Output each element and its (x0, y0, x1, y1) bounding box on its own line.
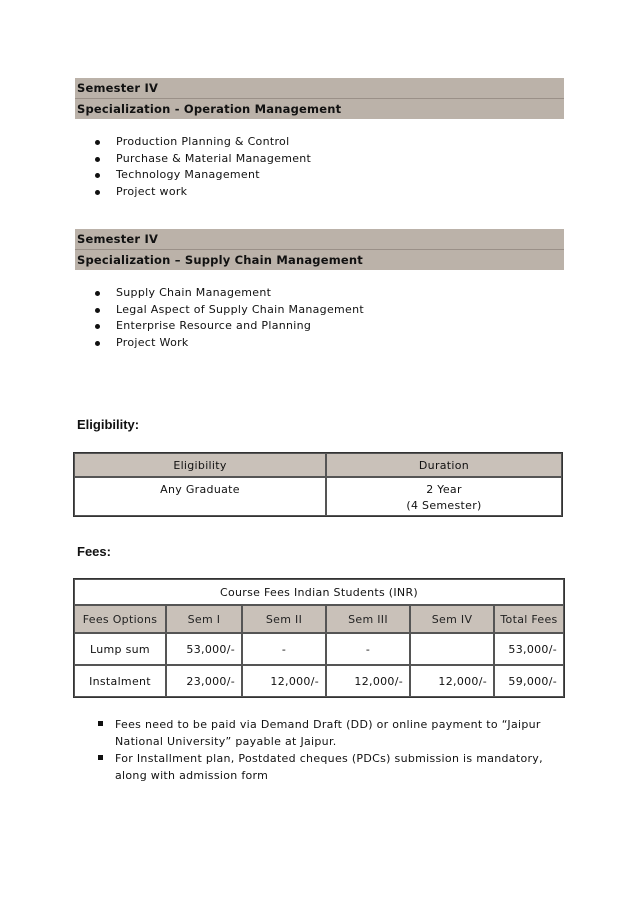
fees-caption: Course Fees Indian Students (INR) (74, 579, 564, 605)
semester-label: Semester IV (75, 78, 564, 99)
list-item: Project Work (95, 335, 364, 352)
table-cell: 12,000/- (242, 665, 326, 697)
specialization-label: Specialization – Supply Chain Management (77, 253, 363, 267)
bullet-icon (95, 140, 100, 145)
header-cell: Total Fees (494, 605, 564, 633)
list-item: Project work (95, 184, 311, 201)
list-item: Enterprise Resource and Planning (95, 318, 364, 335)
eligibility-heading: Eligibility: (77, 417, 140, 432)
eligibility-value: Any Graduate (74, 477, 326, 516)
list-item: Supply Chain Management (95, 285, 364, 302)
operation-subjects-list (95, 134, 311, 200)
header-cell: Sem II (242, 605, 326, 633)
square-bullet-icon (98, 721, 103, 726)
table-caption-row (74, 579, 564, 605)
table-cell (410, 633, 494, 665)
semester-scm-header (75, 229, 564, 270)
list-item: Legal Aspect of Supply Chain Management (95, 302, 364, 319)
header-cell: Sem IV (410, 605, 494, 633)
list-item: For Installment plan, Postdated cheques (PDCs) submission is mandatory, along with admission form (98, 750, 558, 784)
scm-subjects-list (95, 285, 364, 351)
table-cell: Lump sum (74, 633, 166, 665)
table-header-row (74, 605, 564, 633)
bullet-icon (95, 308, 100, 313)
fees-table (73, 578, 565, 698)
header-eligibility: Eligibility (74, 453, 326, 477)
specialization-label: Specialization - Operation Management (77, 102, 342, 116)
table-cell: 23,000/- (166, 665, 242, 697)
header-cell: Sem III (326, 605, 410, 633)
bullet-icon (95, 173, 100, 178)
table-cell: 59,000/- (494, 665, 564, 697)
table-row (74, 633, 564, 665)
table-cell: - (326, 633, 410, 665)
table-cell: 12,000/- (410, 665, 494, 697)
list-item: Production Planning & Control (95, 134, 311, 151)
duration-value: 2 Year (4 Semester) (326, 477, 562, 516)
list-item: Technology Management (95, 167, 311, 184)
bullet-icon (95, 291, 100, 296)
list-item: Fees need to be paid via Demand Draft (DD) or online payment to “Jaipur National University” payable at Jaipur. (98, 716, 558, 750)
bullet-icon (95, 190, 100, 195)
fees-heading: Fees: (77, 544, 111, 559)
fee-notes-list (98, 716, 558, 784)
bullet-icon (95, 341, 100, 346)
semester-label: Semester IV (75, 229, 564, 250)
bullet-icon (95, 157, 100, 162)
semester-op-header (75, 78, 564, 119)
table-header-row (74, 453, 562, 477)
table-cell: 53,000/- (166, 633, 242, 665)
eligibility-table (73, 452, 563, 517)
table-row (74, 477, 562, 516)
header-duration: Duration (326, 453, 562, 477)
table-row (74, 665, 564, 697)
table-cell: 12,000/- (326, 665, 410, 697)
bullet-icon (95, 324, 100, 329)
list-item: Purchase & Material Management (95, 151, 311, 168)
table-cell: 53,000/- (494, 633, 564, 665)
table-cell: - (242, 633, 326, 665)
square-bullet-icon (98, 755, 103, 760)
header-cell: Sem I (166, 605, 242, 633)
table-cell: Instalment (74, 665, 166, 697)
header-cell: Fees Options (74, 605, 166, 633)
